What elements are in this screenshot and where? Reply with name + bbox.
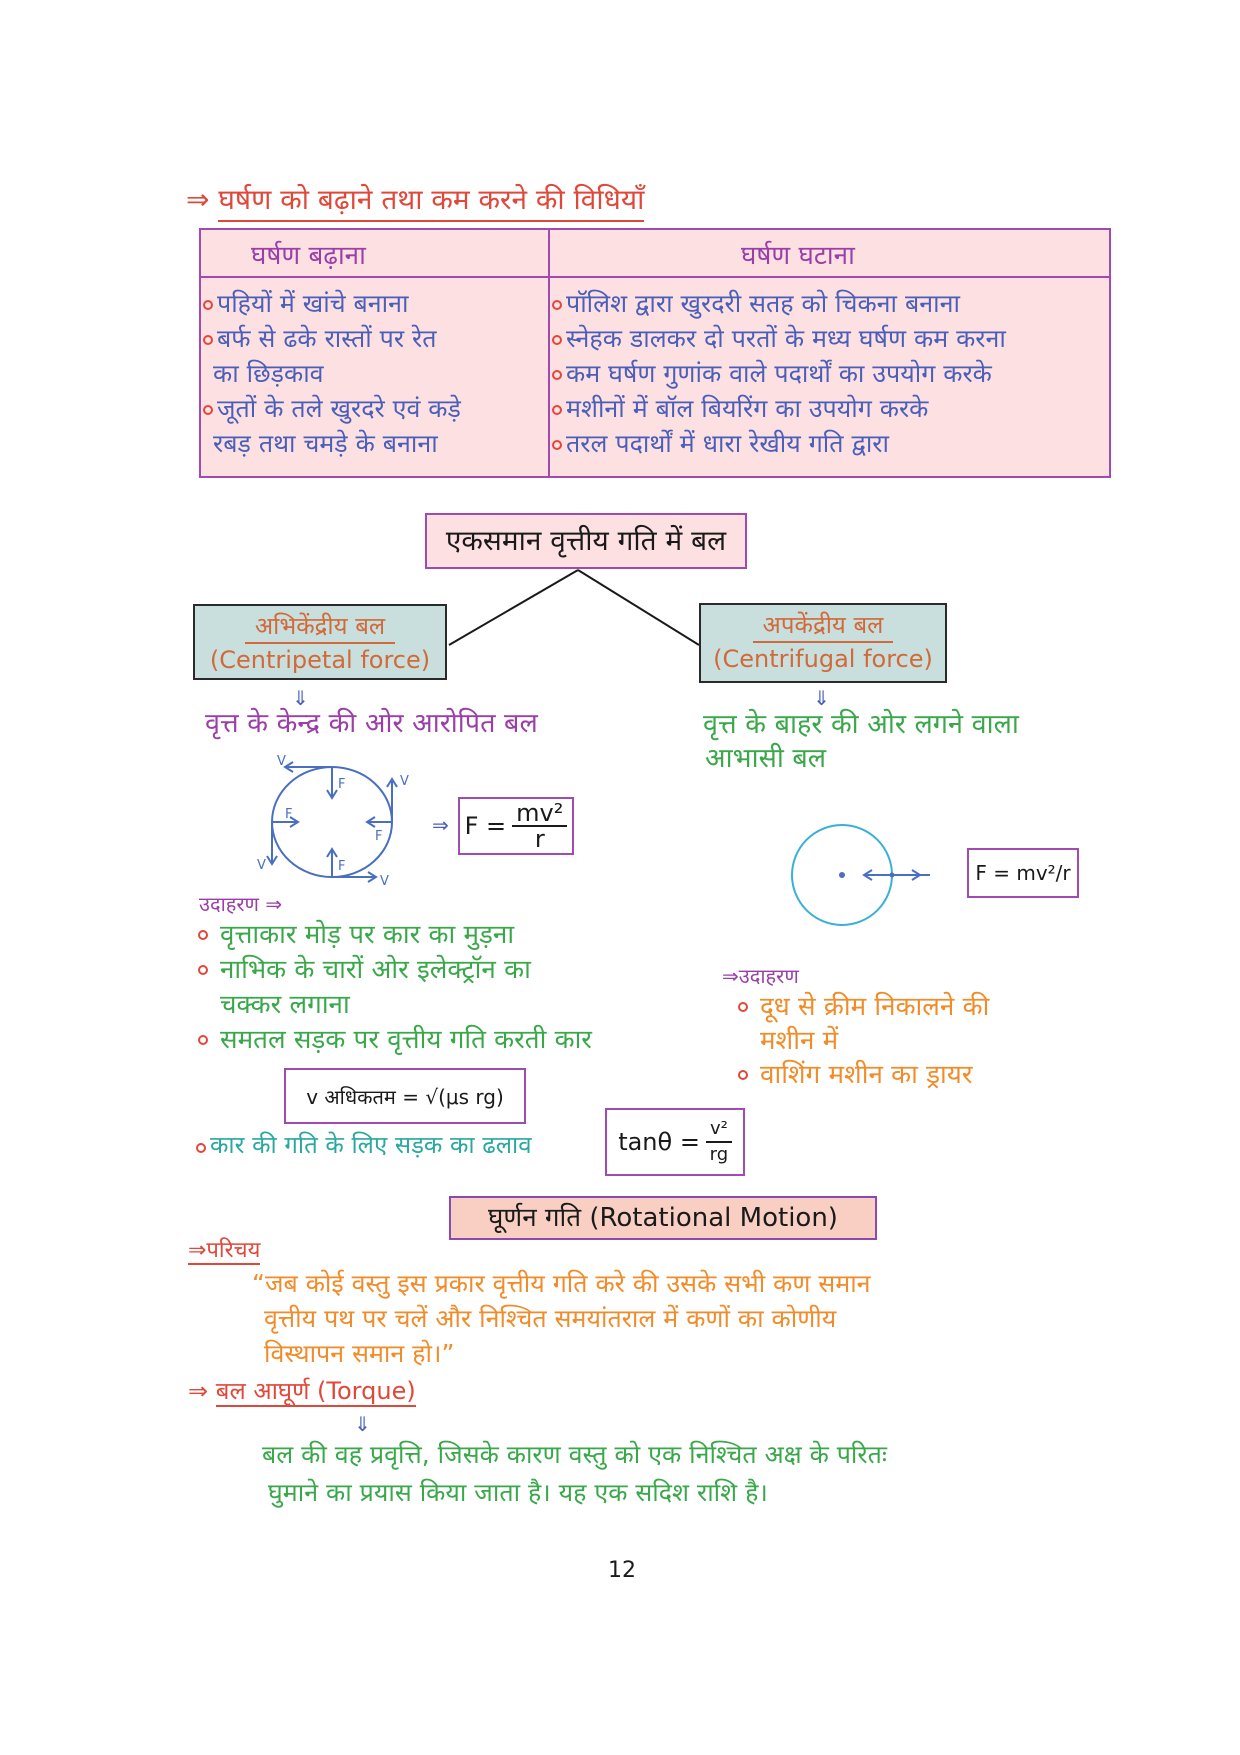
centripetal-circle-diagram	[255, 755, 415, 890]
list-item: बर्फ से ढके रास्तों पर रेत	[203, 321, 461, 356]
svg-text:F: F	[338, 777, 346, 792]
centripetal-definition: वृत्त के केन्द्र की ओर आरोपित बल	[205, 708, 538, 739]
bullet-icon	[198, 1035, 208, 1045]
rotational-motion-box: घूर्णन गति (Rotational Motion)	[449, 1196, 877, 1240]
down-arrow-icon: ⇓	[292, 686, 309, 710]
list-item-continuation: का छिड़काव	[213, 359, 324, 388]
svg-text:V: V	[380, 874, 389, 889]
list-item: पहियों में खांचे बनाना	[203, 286, 461, 321]
examples-heading: ⇒उदाहरण	[722, 964, 799, 988]
svg-text:F: F	[338, 859, 346, 874]
centrifugal-definition-line1: वृत्त के बाहर की ओर लगने वाला	[703, 709, 1019, 740]
svg-text:V: V	[257, 858, 266, 873]
examples-heading: उदाहरण ⇒	[199, 892, 283, 916]
header-increase-friction: घर्षण बढ़ाना	[251, 241, 366, 271]
list-item: वाशिंग मशीन का ड्रायर	[736, 1058, 989, 1092]
heading-arrow: ⇒	[186, 183, 210, 216]
list-item: तरल पदार्थों में धारा रेखीय गति द्वारा	[552, 426, 1006, 461]
svg-text:F: F	[375, 829, 383, 844]
list-item: कम घर्षण गुणांक वाले पदार्थों का उपयोग करके	[552, 356, 1006, 391]
list-item: मशीनों में बॉल बियरिंग का उपयोग करके	[552, 391, 1006, 426]
centripetal-english: (Centripetal force)	[209, 646, 431, 674]
banking-formula-box: tanθ = $\frac{\text{v²}}{rg}$	[605, 1108, 745, 1176]
centrifugal-definition-line2: आभासी बल	[705, 743, 827, 774]
torque-definition: बल की वह प्रवृत्ति, जिसके कारण वस्तु को एक निश्चित अक्ष के परितः घुमाने का प्रयास किया जाता है। यह एक सदिश राशि है।	[262, 1440, 887, 1507]
down-arrow-icon: ⇓	[354, 1412, 371, 1436]
list-item: समतल सड़क पर वृत्तीय गति करती कार	[196, 1023, 592, 1058]
banking-text: कार की गति के लिए सड़क का ढलाव	[196, 1128, 532, 1162]
centrifugal-formula-box: F = mv²/r	[967, 848, 1079, 898]
implies-arrow-icon: ⇒	[432, 813, 449, 837]
svg-text:V: V	[277, 755, 286, 769]
bullet-icon	[198, 930, 208, 940]
bullet-icon	[738, 1070, 748, 1080]
list-item-continuation: मशीन में	[760, 1026, 839, 1056]
torque-heading: ⇒ बल आघूर्ण (Torque)	[188, 1377, 416, 1405]
centripetal-examples	[196, 918, 592, 1058]
centrifugal-circle-diagram	[780, 820, 940, 930]
centrifugal-examples	[736, 990, 989, 1092]
down-arrow-icon: ⇓	[813, 686, 830, 710]
list-item: स्नेहक डालकर दो परतों के मध्य घर्षण कम करना	[552, 321, 1006, 356]
list-item-continuation: रबड़ तथा चमड़े के बनाना	[213, 429, 438, 458]
intro-heading: ⇒परिचय	[188, 1238, 261, 1263]
list-item: पॉलिश द्वारा खुरदरी सतह को चिकना बनाना	[552, 286, 1006, 321]
svg-text:V: V	[400, 774, 409, 789]
list-item: वृत्ताकार मोड़ पर कार का मुड़ना	[196, 918, 592, 953]
vmax-formula-box: v अधिकतम = √(μs rg)	[284, 1068, 526, 1124]
page-number: 12	[608, 1558, 636, 1583]
bullet-icon	[198, 965, 208, 975]
centrifugal-force-box	[699, 603, 947, 683]
header-decrease-friction: घर्षण घटाना	[741, 241, 855, 271]
list-item-continuation: चक्कर लगाना	[220, 990, 350, 1020]
centripetal-force-box	[193, 604, 447, 680]
svg-text:F: F	[285, 807, 293, 822]
list-item: जूतों के तले खुरदरे एवं कड़े	[203, 391, 461, 426]
centrifugal-english: (Centrifugal force)	[713, 645, 933, 673]
ucm-topic-box: एकसमान वृत्तीय गति में बल	[425, 513, 747, 569]
centrifugal-hindi: अपकेंद्रीय बल	[753, 609, 894, 643]
centripetal-hindi: अभिकेंद्रीय बल	[245, 610, 395, 644]
heading-text: घर्षण को बढ़ाने तथा कम करने की विधियाँ	[218, 183, 644, 222]
rotation-definition: “जब कोई वस्तु इस प्रकार वृत्तीय गति करे की उसके सभी कण समान वृत्तीय पथ पर चलें और निश्चित समयांतराल में कणों का कोणीय विस्थापन समान हो।”	[252, 1269, 871, 1368]
bullet-icon	[196, 1143, 206, 1153]
list-item: दूध से क्रीम निकालने की	[736, 990, 989, 1024]
list-item: नाभिक के चारों ओर इलेक्ट्रॉन का	[196, 953, 592, 988]
centripetal-formula-box: F = $\frac{\text{mv²}}{r}$	[458, 797, 574, 855]
bullet-icon	[738, 1002, 748, 1012]
